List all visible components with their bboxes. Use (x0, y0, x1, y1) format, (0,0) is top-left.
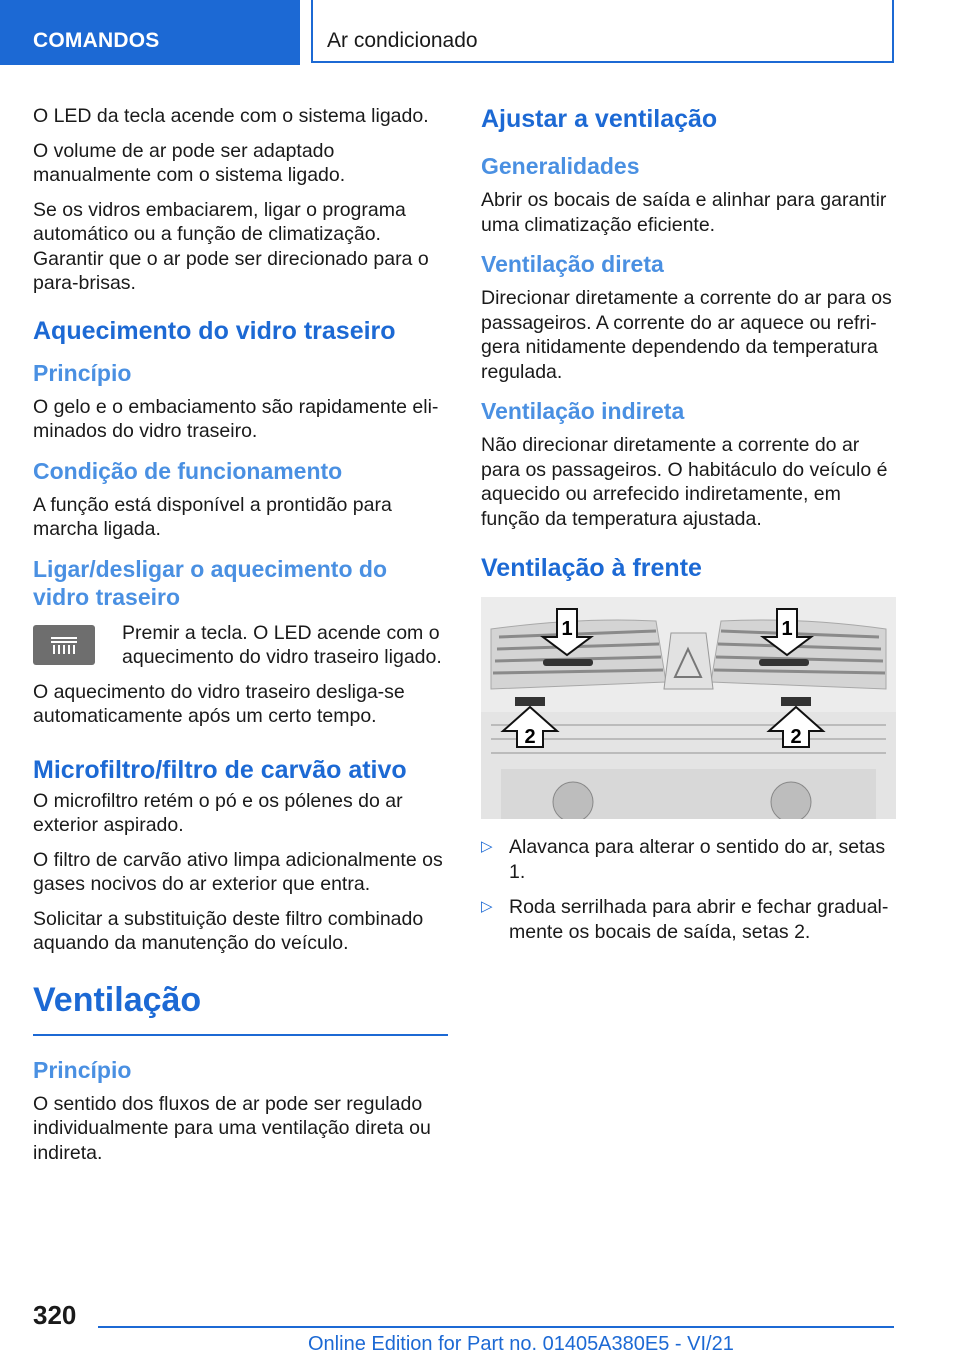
paragraph: O filtro de carvão ativo limpa adicionalmente os gases nocivos do ar exterior que entra. (33, 848, 443, 895)
footer-edition: Online Edition for Part no. 01405A380E5 - VI/21 (308, 1333, 734, 1355)
paragraph: Solicitar a substituição deste filtro combinado aquando da manutenção do veículo. (33, 907, 424, 954)
bullet-triangle-icon: ▷ (481, 838, 493, 855)
subheading-principle: Princípio (33, 1056, 132, 1083)
heading-rear-window-heating: Aquecimento do vidro traseiro (33, 316, 396, 345)
footer-divider (98, 1326, 894, 1328)
list-item-text: Roda serrilhada para abrir e fechar gradualmente os bocais de saída, setas 2. (509, 896, 889, 943)
chapter-heading-ventilation: Ventilação (33, 978, 448, 1036)
subheading-operating-condition: Condição de funcionamento (33, 457, 343, 484)
arrow-label-2: 2 (790, 726, 802, 748)
front-vents-illustration (481, 597, 896, 819)
paragraph: Premir a tecla. O LED acende com o aquecimento do vidro traseiro ligado. (122, 621, 442, 668)
subheading-switch-on-off: Ligar/desligar o aquecimento do vidro traseiro (33, 555, 388, 610)
header-topic-box (311, 0, 894, 63)
list-item (481, 835, 896, 884)
bullet-list (481, 835, 896, 944)
paragraph: Não direcionar diretamente a corrente do ar para os passageiros. O habitáculo do veículo é aquecido ou arrefecido indiretamente, em função da temperatura ajustada. (481, 434, 888, 530)
header-section-label: COMANDOS (33, 29, 160, 52)
paragraph: O sentido dos fluxos de ar pode ser regulado individualmente para uma ventilação direta ou indireta. (33, 1092, 431, 1164)
heading-front-ventilation: Ventilação à frente (481, 554, 702, 582)
paragraph: Abrir os bocais de saída e alinhar para garantir uma climatização eficiente. (481, 189, 887, 236)
header-topic-label: Ar condicionado (327, 29, 478, 52)
subheading-general: Generalidades (481, 153, 640, 179)
subheading-indirect-ventilation: Ventilação indireta (481, 398, 685, 424)
paragraph: O microfiltro retém o pó e os pólenes do ar exterior aspirado. (33, 789, 403, 836)
page-number: 320 (33, 1300, 77, 1330)
paragraph: A função está disponível a prontidão para marcha ligada. (33, 493, 392, 540)
subheading-direct-ventilation: Ventilação direta (481, 251, 664, 277)
arrow-label-1: 1 (561, 618, 573, 640)
heading-adjust-ventilation: Ajustar a ventilação (481, 105, 718, 133)
header-section-tab (0, 0, 300, 65)
list-item-text: Alavanca para alterar o sentido do ar, setas 1. (509, 836, 886, 883)
heading-microfilter: Microfiltro/filtro de carvão ativo (33, 755, 407, 784)
paragraph: Direcionar diretamente a corrente do ar para os passageiros. A corrente do ar aquece ou refrigera nitidamente dependendo da temperatura regulada. (481, 287, 892, 383)
subheading-principle: Princípio (33, 359, 132, 386)
left-column (33, 104, 448, 1175)
arrow-label-1: 1 (781, 618, 793, 640)
right-column (481, 104, 896, 955)
list-item (481, 895, 896, 944)
paragraph: O gelo e o embaciamento são rapidamente eliminados do vidro traseiro. (33, 395, 439, 442)
paragraph: O LED da tecla acende com o sistema ligado. (33, 105, 429, 127)
paragraph: O aquecimento do vidro traseiro desliga-se automaticamente após um certo tempo. (33, 680, 405, 727)
paragraph: Se os vidros embaciarem, ligar o programa automático ou a função de climatização. Garantir que o ar pode ser direcionado para o para-brisas. (33, 198, 429, 294)
paragraph: O volume de ar pode ser adaptado manualmente com o sistema ligado. (33, 139, 346, 186)
arrow-label-2: 2 (524, 726, 536, 748)
rear-window-defrost-icon (33, 625, 95, 665)
bullet-triangle-icon: ▷ (481, 898, 493, 915)
button-instruction (33, 621, 448, 670)
